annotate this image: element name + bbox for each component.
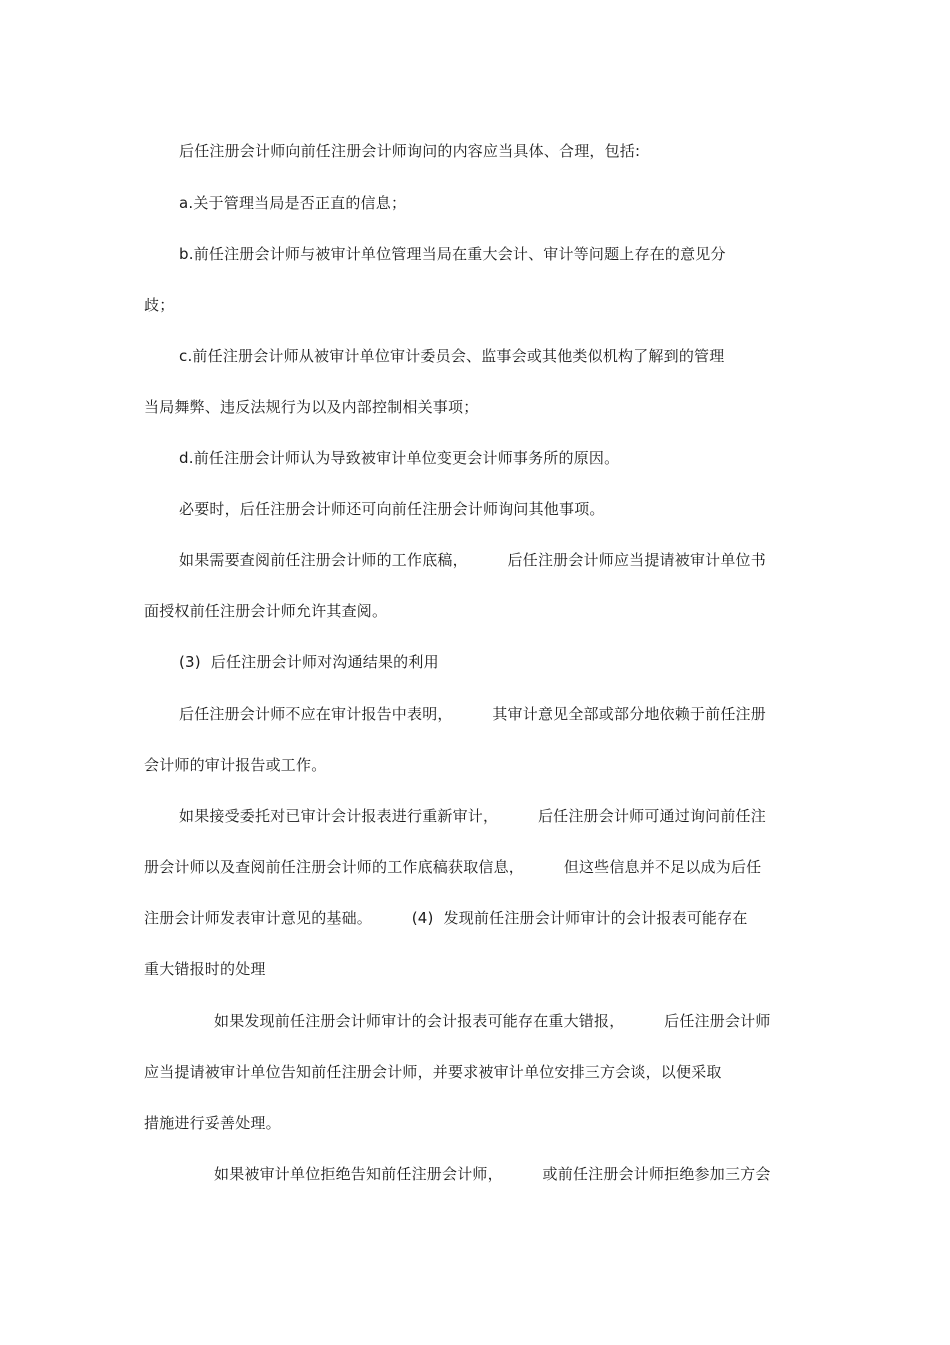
text-line-16: 注册会计师发表审计意见的基础。 (4) 发现前任注册会计师审计的会计报表可能存在 (144, 909, 748, 927)
text-line-20: 措施进行妥善处理。 (144, 1114, 281, 1132)
text-line-2: a.关于管理当局是否正直的信息； (179, 194, 407, 212)
text-line-18: 如果发现前任注册会计师审计的会计报表可能存在重大错报， 后任注册会计师 (214, 1012, 771, 1030)
text-line-17: 重大错报时的处理 (144, 960, 266, 978)
text-line-12: 后任注册会计师不应在审计报告中表明， 其审计意见全部或部分地依赖于前任注册 (179, 705, 766, 723)
text-line-15: 册会计师以及查阅前任注册会计师的工作底稿获取信息， 但这些信息并不足以成为后任 (144, 858, 762, 876)
text-line-14: 如果接受委托对已审计会计报表进行重新审计， 后任注册会计师可通过询问前任注 (179, 807, 766, 825)
text-line-6: 当局舞弊、违反法规行为以及内部控制相关事项； (144, 398, 479, 416)
text-line-10: 面授权前任注册会计师允许其查阅。 (144, 602, 388, 620)
text-line-21: 如果被审计单位拒绝告知前任注册会计师， 或前任注册会计师拒绝参加三方会 (214, 1165, 771, 1183)
text-line-1: 后任注册会计师向前任注册会计师询问的内容应当具体、合理，包括: (179, 142, 641, 160)
text-line-11: (3) 后任注册会计师对沟通结果的利用 (179, 653, 439, 671)
text-line-3: b.前任注册会计师与被审计单位管理当局在重大会计、审计等问题上存在的意见分 (179, 245, 726, 263)
text-line-19: 应当提请被审计单位告知前任注册会计师，并要求被审计单位安排三方会谈，以便采取 (144, 1063, 722, 1081)
text-line-4: 歧； (144, 296, 175, 314)
text-line-9: 如果需要查阅前任注册会计师的工作底稿， 后任注册会计师应当提请被审计单位书 (179, 551, 766, 569)
text-line-8: 必要时，后任注册会计师还可向前任注册会计师询问其他事项。 (179, 500, 605, 518)
text-line-7: d.前任注册会计师认为导致被审计单位变更会计师事务所的原因。 (179, 449, 620, 467)
text-line-5: c.前任注册会计师从被审计单位审计委员会、监事会或其他类似机构了解到的管理 (179, 347, 725, 365)
text-line-13: 会计师的审计报告或工作。 (144, 756, 327, 774)
